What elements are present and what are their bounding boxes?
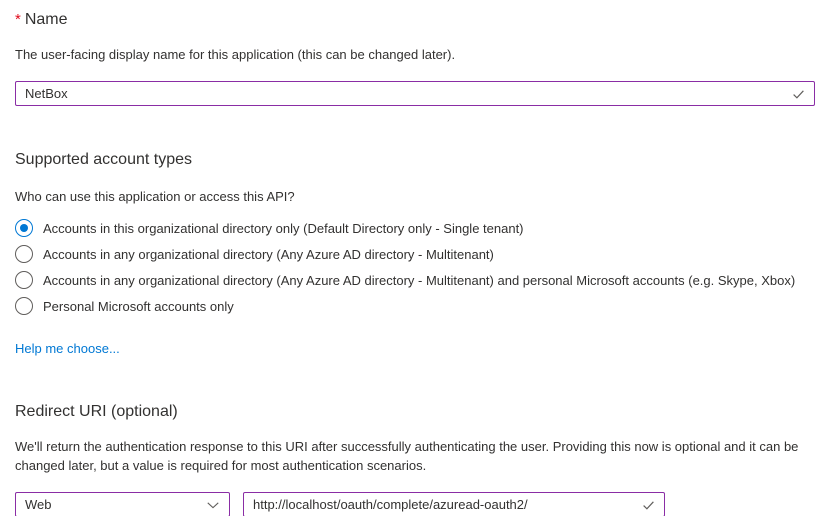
name-label: Name bbox=[24, 11, 68, 28]
redirect-uri-input[interactable] bbox=[243, 492, 665, 516]
name-input-wrap bbox=[15, 81, 815, 106]
radio-button-personal-only[interactable] bbox=[15, 297, 33, 315]
redirect-uri-description: We'll return the authentication response to this URI after successfully authenticating the user. Providing this now is optional and it can be changed later, but a value is required for most authentication scenarios. bbox=[15, 439, 799, 473]
radio-label: Accounts in any organizational directory (Any Azure AD directory - Multitenant) and personal Microsoft accounts (e.g. Skype, Xbox) bbox=[43, 272, 796, 288]
name-section-heading bbox=[15, 10, 815, 30]
name-description: The user-facing display name for this application (this can be changed later). bbox=[15, 47, 456, 62]
radio-button-multitenant-personal[interactable] bbox=[15, 271, 33, 289]
redirect-uri-heading: Redirect URI (optional) bbox=[15, 403, 178, 420]
radio-option-multitenant[interactable] bbox=[15, 241, 815, 267]
radio-label: Personal Microsoft accounts only bbox=[43, 298, 234, 314]
name-input[interactable] bbox=[15, 81, 815, 106]
radio-label: Accounts in this organizational directory only (Default Directory only - Single tenant) bbox=[43, 220, 524, 236]
radio-label: Accounts in any organizational directory (Any Azure AD directory - Multitenant) bbox=[43, 246, 494, 262]
account-types-radio-group bbox=[15, 215, 815, 319]
account-types-question: Who can use this application or access this API? bbox=[15, 189, 295, 204]
radio-option-multitenant-personal[interactable] bbox=[15, 267, 815, 293]
chevron-down-icon bbox=[206, 498, 220, 512]
required-asterisk: * bbox=[15, 11, 21, 28]
platform-select-value: Web bbox=[25, 497, 52, 512]
radio-option-single-tenant[interactable] bbox=[15, 215, 815, 241]
help-me-choose-link[interactable]: Help me choose... bbox=[15, 341, 120, 356]
radio-option-personal-only[interactable] bbox=[15, 293, 815, 319]
redirect-uri-input-wrap bbox=[243, 492, 665, 516]
radio-button-multitenant[interactable] bbox=[15, 245, 33, 263]
account-types-heading: Supported account types bbox=[15, 151, 193, 168]
radio-button-single-tenant[interactable] bbox=[15, 219, 33, 237]
redirect-uri-row bbox=[15, 492, 815, 516]
platform-select[interactable] bbox=[15, 492, 230, 516]
